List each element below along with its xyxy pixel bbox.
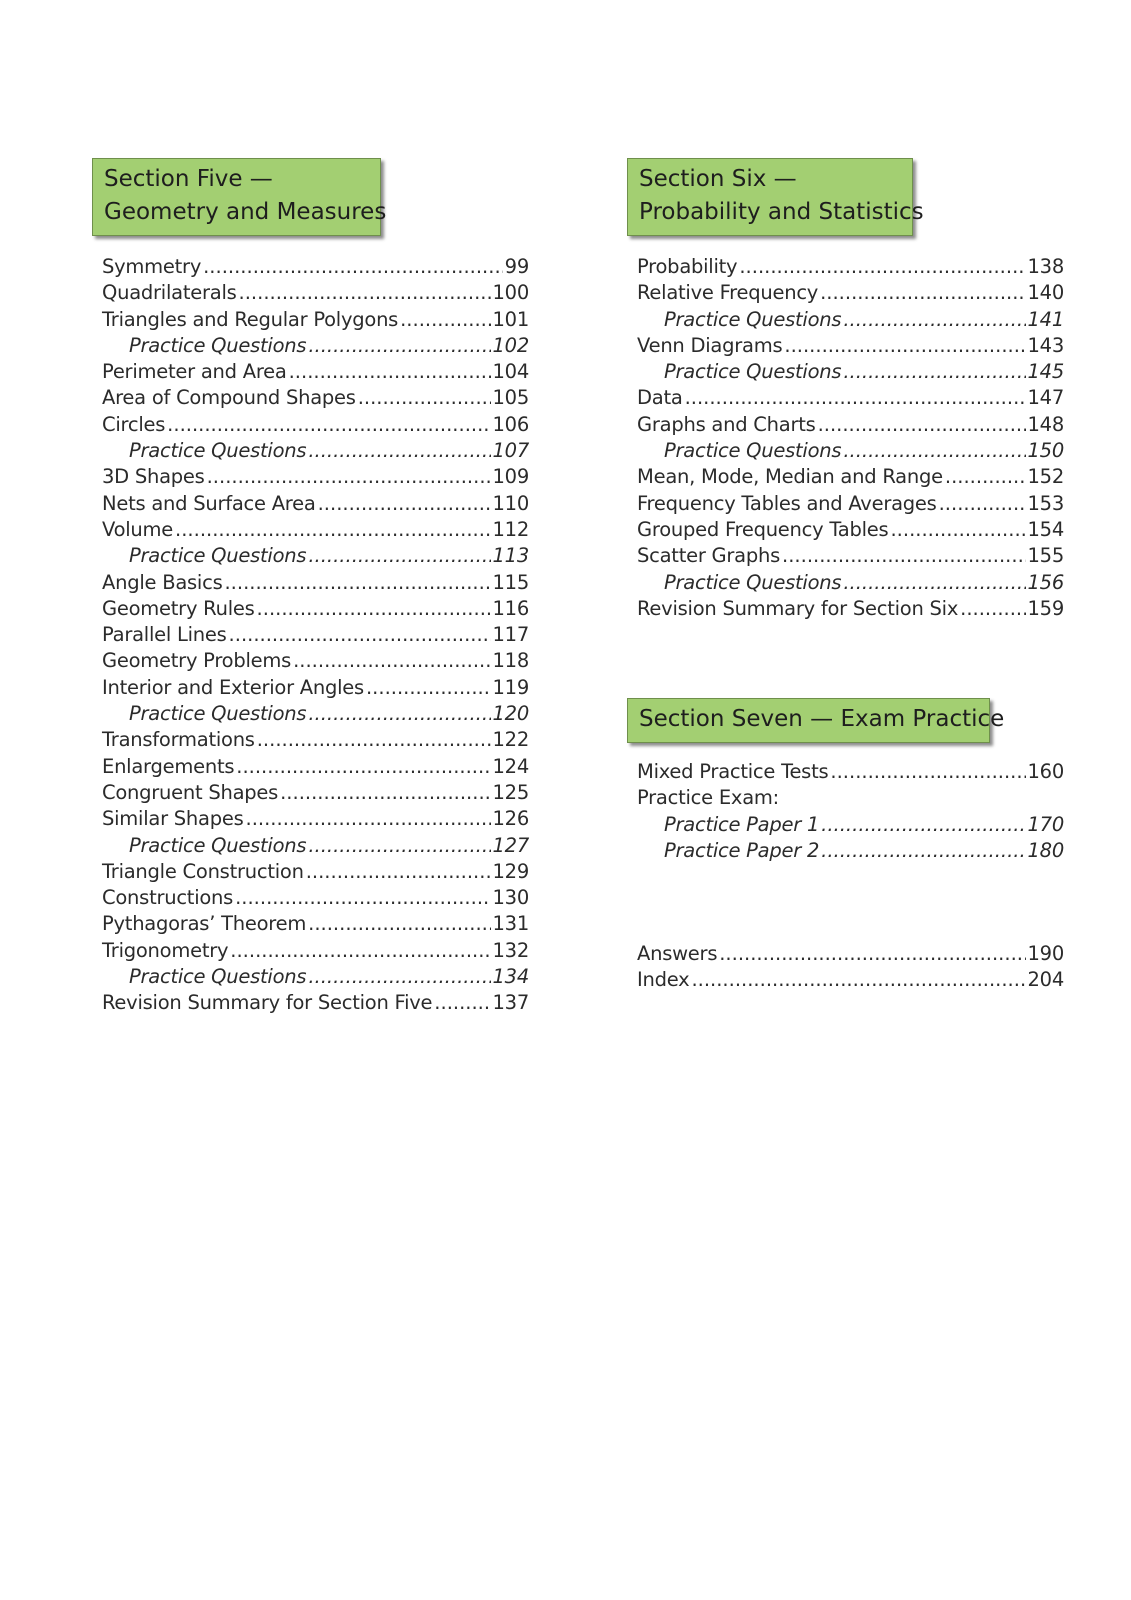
dot-leader: [308, 911, 490, 937]
toc-entry-label: Revision Summary for Section Six: [637, 596, 959, 620]
toc-entry-page-number: 120: [492, 702, 529, 726]
toc-entry-page-number: 105: [492, 386, 529, 410]
toc-entry-label: Practice Questions: [664, 360, 842, 384]
toc-entry-page-number: 131: [492, 912, 529, 936]
section-seven-title: Section Seven — Exam Practice: [639, 706, 1005, 732]
toc-entry: [637, 812, 1064, 838]
dot-leader: [739, 254, 1025, 280]
toc-entry: [102, 254, 529, 280]
toc-entry: [637, 333, 1064, 359]
toc-entry-label: Practice Paper 2: [664, 838, 820, 862]
toc-entry-label: Venn Diagrams: [637, 333, 783, 357]
toc-entry-page-number: 153: [1027, 491, 1064, 515]
toc-entry: [637, 307, 1064, 333]
dot-leader: [820, 280, 1025, 306]
toc-entry-page-number: 101: [492, 307, 529, 331]
toc-entry: [637, 385, 1064, 411]
toc-entry-page-number: 154: [1027, 517, 1064, 541]
toc-entry: [637, 359, 1064, 385]
toc-entry: [102, 359, 529, 385]
dot-leader: [960, 596, 1025, 622]
dot-leader: [821, 812, 1025, 838]
section-five-toc: [92, 254, 529, 1017]
toc-entry: [102, 833, 529, 859]
dot-leader: [890, 517, 1025, 543]
toc-entry-label: Geometry Problems: [102, 649, 292, 673]
toc-entry: [637, 517, 1064, 543]
dot-leader: [818, 412, 1026, 438]
toc-entry: [637, 280, 1064, 306]
section-five-title-line2: Geometry and Measures: [104, 199, 387, 225]
dot-leader: [843, 570, 1025, 596]
toc-entry: [102, 464, 529, 490]
toc-entry: [102, 333, 529, 359]
toc-entry: [637, 967, 1064, 993]
dot-leader: [358, 385, 491, 411]
toc-entry: [102, 543, 529, 569]
toc-entry-label: Practice Questions: [664, 439, 842, 463]
dot-leader: [257, 727, 491, 753]
toc-entry-label: Angle Basics: [102, 570, 223, 594]
dot-leader: [939, 491, 1026, 517]
toc-entry: [102, 990, 529, 1016]
toc-entry-page-number: 137: [492, 991, 529, 1015]
toc-entry: [637, 759, 1064, 785]
toc-entry-label: Parallel Lines: [102, 623, 227, 647]
toc-entry-page-number: 129: [492, 859, 529, 883]
dot-leader: [308, 438, 490, 464]
toc-entry-label: Practice Questions: [664, 307, 842, 331]
toc-entry-label: Practice Questions: [129, 833, 307, 857]
toc-entry-page-number: 148: [1027, 412, 1064, 436]
toc-entry-page-number: 180: [1027, 838, 1064, 862]
dot-leader: [308, 964, 490, 990]
toc-entry-label: Area of Compound Shapes: [102, 386, 356, 410]
toc-entry-label: Triangle Construction: [102, 859, 304, 883]
toc-entry-label: Graphs and Charts: [637, 412, 816, 436]
section-seven-header: [627, 698, 1005, 743]
toc-entry: [102, 412, 529, 438]
toc-entry-label: Trigonometry: [102, 938, 229, 962]
toc-entry-page-number: 116: [492, 596, 529, 620]
dot-leader: [246, 806, 491, 832]
toc-entry-page-number: 107: [492, 439, 529, 463]
toc-entry: [102, 307, 529, 333]
toc-entry-page-number: 127: [492, 833, 529, 857]
dot-leader: [308, 543, 490, 569]
dot-leader: [784, 333, 1025, 359]
toc-entry-page-number: 145: [1027, 360, 1064, 384]
dot-leader: [235, 885, 490, 911]
toc-entry: [102, 648, 529, 674]
toc-entry-page-number: 117: [492, 623, 529, 647]
toc-entry-label: 3D Shapes: [102, 465, 205, 489]
toc-entry: [102, 622, 529, 648]
toc-entry-page-number: 126: [492, 807, 529, 831]
toc-entry-label: Grouped Frequency Tables: [637, 517, 889, 541]
toc-entry-label: Mixed Practice Tests: [637, 760, 829, 783]
toc-entry-page-number: 118: [492, 649, 529, 673]
dot-leader: [236, 754, 490, 780]
toc-entry: [102, 570, 529, 596]
dot-leader: [400, 307, 490, 333]
toc-entry: [102, 964, 529, 990]
toc-entry-label: Answers: [637, 942, 718, 966]
toc-entry-page-number: 122: [492, 728, 529, 752]
toc-entry-page-number: 112: [492, 517, 529, 541]
toc-entry-label: Scatter Graphs: [637, 544, 781, 568]
toc-entry-label: Nets and Surface Area: [102, 491, 316, 515]
toc-entry-page-number: 119: [492, 675, 529, 699]
dot-leader: [434, 990, 490, 1016]
toc-entry-page-number: 138: [1027, 255, 1064, 278]
dot-leader: [843, 359, 1025, 385]
toc-entry-label: Quadrilaterals: [102, 281, 237, 305]
toc-entry: [102, 754, 529, 780]
toc-entry-label: Practice Exam:: [637, 786, 779, 810]
toc-entry: [102, 701, 529, 727]
toc-entry-label: Geometry Rules: [102, 596, 255, 620]
dot-leader: [830, 759, 1025, 785]
toc-entry: [102, 438, 529, 464]
toc-entry-label: Transformations: [102, 728, 255, 752]
dot-leader: [239, 280, 491, 306]
toc-entry-page-number: 115: [492, 570, 529, 594]
dot-leader: [308, 701, 490, 727]
toc-entry-label: Similar Shapes: [102, 807, 244, 831]
back-matter-toc: [627, 941, 1064, 994]
toc-entry-label: Practice Questions: [664, 570, 842, 594]
toc-entry-page-number: 104: [492, 360, 529, 384]
dot-leader: [207, 464, 491, 490]
toc-entry: [102, 385, 529, 411]
toc-entry-page-number: 130: [492, 886, 529, 910]
toc-entry: [637, 464, 1064, 490]
toc-entry: [102, 938, 529, 964]
toc-entry-page-number: 170: [1027, 812, 1064, 836]
toc-entry-page-number: 147: [1027, 386, 1064, 410]
section-seven-block: [627, 698, 1064, 994]
toc-entry-page-number: 113: [492, 544, 529, 568]
toc-entry-page-number: 106: [492, 412, 529, 436]
dot-leader: [280, 780, 490, 806]
section-six-header: [627, 158, 924, 236]
toc-entry-page-number: 124: [492, 754, 529, 778]
dot-leader: [257, 596, 491, 622]
dot-leader: [308, 833, 490, 859]
toc-entry: [102, 885, 529, 911]
dot-leader: [821, 838, 1025, 864]
dot-leader: [719, 941, 1025, 967]
toc-entry-page-number: 204: [1027, 968, 1064, 992]
toc-entry: [637, 438, 1064, 464]
toc-entry-label: Constructions: [102, 886, 234, 910]
toc-entry-page-number: 143: [1027, 333, 1064, 357]
toc-entry-label: Perimeter and Area: [102, 360, 287, 384]
toc-entry-label: Enlargements: [102, 754, 235, 778]
toc-entry-label: Frequency Tables and Averages: [637, 491, 937, 515]
toc-entry-page-number: 150: [1027, 439, 1064, 463]
toc-entry-page-number: 99: [504, 255, 529, 278]
toc-entry-label: Pythagoras’ Theorem: [102, 912, 307, 936]
section-five-header: [92, 158, 387, 236]
toc-entry-label: Congruent Shapes: [102, 780, 279, 804]
section-six-title-line1: Section Six —: [639, 166, 797, 192]
section-seven-toc: [627, 759, 1064, 864]
dot-leader: [224, 570, 490, 596]
dot-leader: [289, 359, 491, 385]
toc-entry-label: Circles: [102, 412, 166, 436]
toc-entry: [102, 859, 529, 885]
toc-entry: [637, 838, 1064, 864]
toc-entry-page-number: 190: [1027, 942, 1064, 966]
toc-entry-label: Practice Questions: [129, 544, 307, 568]
toc-entry: [102, 517, 529, 543]
toc-column-right: [627, 158, 1064, 992]
dot-leader: [229, 622, 491, 648]
toc-entry-page-number: 152: [1027, 465, 1064, 489]
dot-leader: [306, 859, 491, 885]
dot-leader: [366, 675, 491, 701]
toc-entry-label: Triangles and Regular Polygons: [102, 307, 399, 331]
toc-entry: [102, 280, 529, 306]
dot-leader: [782, 543, 1025, 569]
toc-entry: [637, 543, 1064, 569]
dot-leader: [175, 517, 490, 543]
toc-entry-label: Symmetry: [102, 255, 202, 278]
toc-entry-label: Mean, Mode, Median and Range: [637, 465, 943, 489]
toc-entry-label: Volume: [102, 517, 174, 541]
toc-entry: [102, 596, 529, 622]
toc-entry: [637, 941, 1064, 967]
dot-leader: [843, 438, 1025, 464]
toc-entry-page-number: 110: [492, 491, 529, 515]
section-five-title-line1: Section Five —: [104, 166, 273, 192]
toc-entry-label: Probability: [637, 255, 738, 278]
toc-entry: [102, 675, 529, 701]
toc-entry-label: Practice Questions: [129, 702, 307, 726]
dot-leader: [293, 648, 490, 674]
toc-entry: [637, 412, 1064, 438]
toc-entry: [102, 491, 529, 517]
toc-entry-page-number: 155: [1027, 544, 1064, 568]
toc-entry-label: Practice Paper 1: [664, 812, 820, 836]
dot-leader: [318, 491, 491, 517]
toc-entry-label: Interior and Exterior Angles: [102, 675, 364, 699]
toc-column-left: [92, 158, 529, 1017]
toc-entry-label: Relative Frequency: [637, 281, 819, 305]
toc-entry-page-number: 159: [1027, 596, 1064, 620]
dot-leader: [691, 967, 1025, 993]
toc-entry-page-number: 132: [492, 938, 529, 962]
toc-entry: [102, 806, 529, 832]
dot-leader: [230, 938, 490, 964]
dot-leader: [843, 307, 1025, 333]
toc-entry-page-number: 160: [1027, 760, 1064, 783]
section-six-toc: [627, 254, 1064, 622]
toc-entry: [102, 780, 529, 806]
toc-entry-label: Revision Summary for Section Five: [102, 991, 433, 1015]
toc-entry-label: Index: [637, 968, 690, 992]
toc-entry-page-number: 140: [1027, 281, 1064, 305]
toc-entry: [637, 785, 1064, 811]
toc-entry-label: Practice Questions: [129, 333, 307, 357]
toc-entry-page-number: 156: [1027, 570, 1064, 594]
toc-entry-page-number: 100: [492, 281, 529, 305]
toc-entry-page-number: 102: [492, 333, 529, 357]
toc-entry-page-number: 109: [492, 465, 529, 489]
toc-entry: [637, 254, 1064, 280]
section-six-title-line2: Probability and Statistics: [639, 199, 924, 225]
toc-entry-page-number: 141: [1027, 307, 1064, 331]
dot-leader: [167, 412, 490, 438]
toc-entry-label: Practice Questions: [129, 439, 307, 463]
toc-entry: [637, 491, 1064, 517]
toc-entry: [637, 570, 1064, 596]
toc-entry-page-number: 134: [492, 965, 529, 989]
toc-entry: [102, 727, 529, 753]
toc-entry-label: Practice Questions: [129, 965, 307, 989]
toc-entry-page-number: 125: [492, 780, 529, 804]
toc-entry: [102, 911, 529, 937]
toc-entry-label: Data: [637, 386, 683, 410]
toc-entry: [637, 596, 1064, 622]
dot-leader: [203, 254, 503, 280]
dot-leader: [685, 385, 1026, 411]
dot-leader: [308, 333, 490, 359]
dot-leader: [945, 464, 1026, 490]
